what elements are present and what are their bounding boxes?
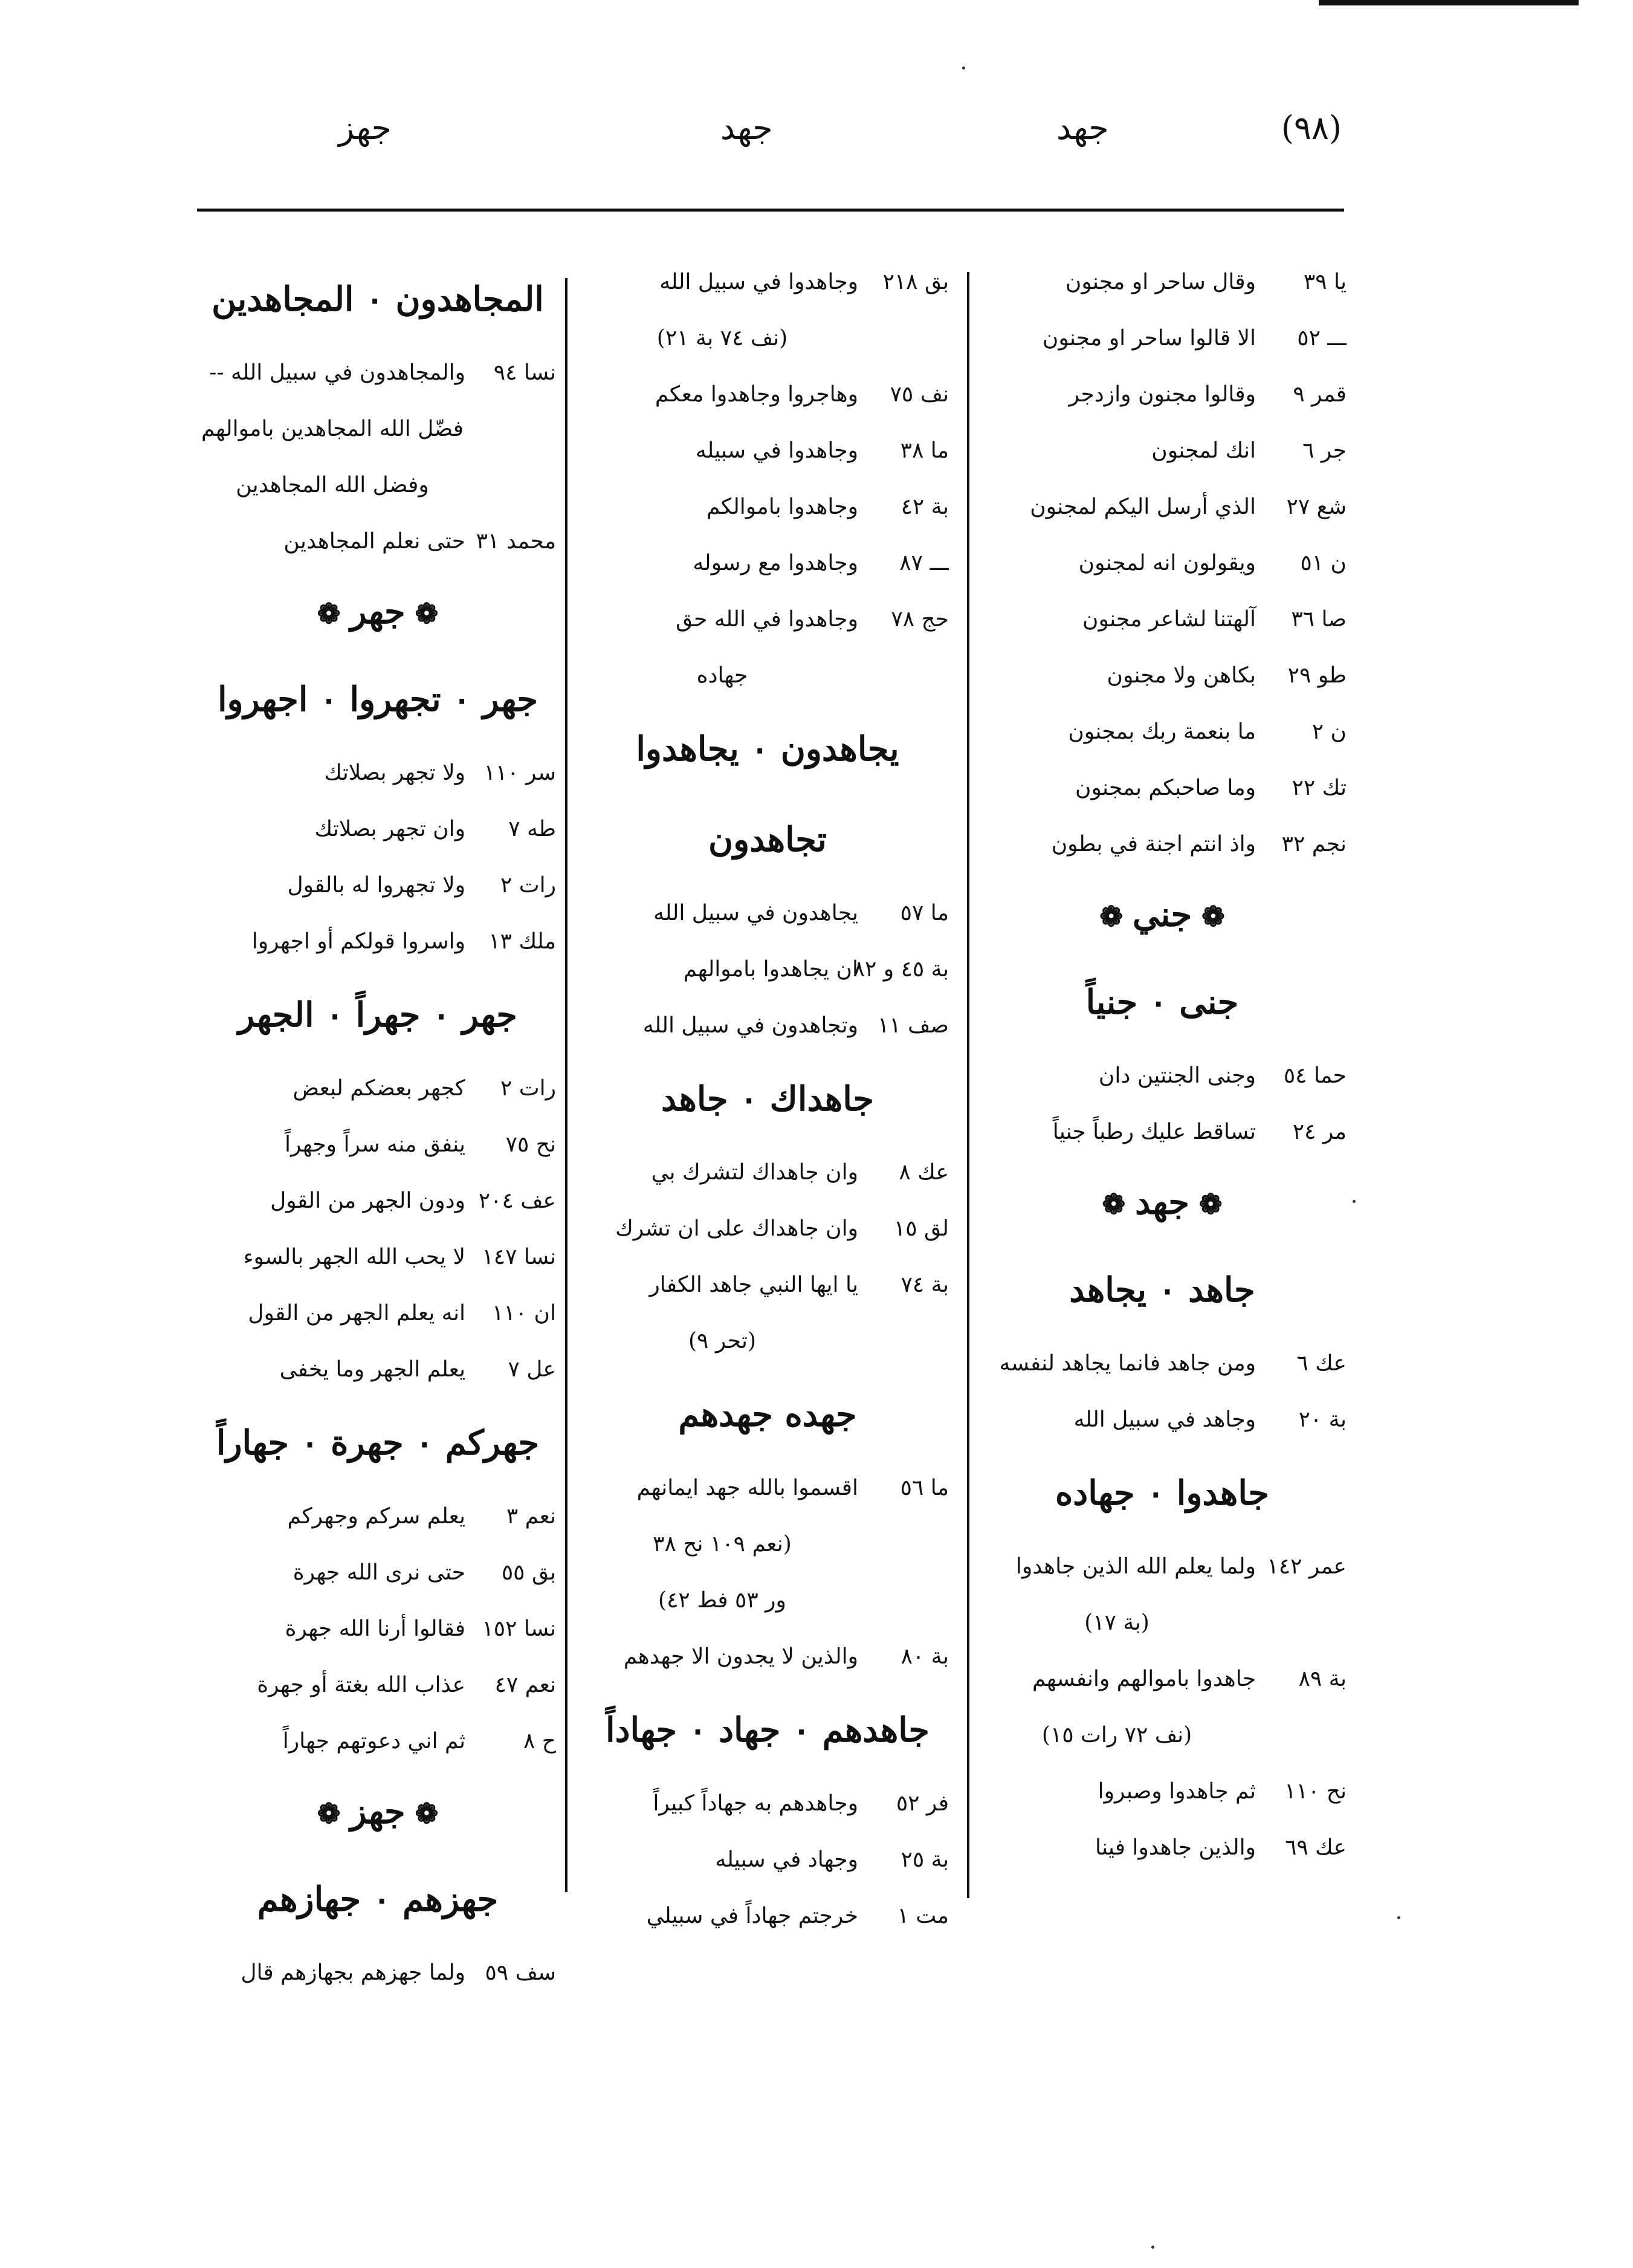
verse-text: اقسموا بالله جهد ايمانهم xyxy=(636,1476,858,1500)
verse-entry xyxy=(199,1713,556,1769)
verse-text: ور ٥٣ فط ٤٢) xyxy=(658,1588,786,1613)
verse-entry xyxy=(586,479,949,535)
verse-text: وقال ساحر او مجنون xyxy=(1065,270,1256,294)
verse-entry xyxy=(586,1144,949,1200)
verse-reference: ما ٣٨ xyxy=(900,438,949,463)
verse-continuation xyxy=(586,310,949,366)
verse-entry xyxy=(586,1775,949,1832)
verse-text: وجاهدوا مع رسوله xyxy=(693,551,858,575)
verse-reference: صف ١١ xyxy=(878,1013,949,1038)
column-middle xyxy=(586,254,949,1929)
verse-entry xyxy=(978,423,1347,479)
speck xyxy=(962,66,965,70)
verse-text: وجاهدوا في الله حق xyxy=(676,607,858,632)
verse-entry xyxy=(978,310,1347,366)
verse-text: وتجاهدون في سبيل الله xyxy=(642,1013,858,1038)
verse-text: آلهتنا لشاعر مجنون xyxy=(1082,607,1256,632)
verse-entry xyxy=(199,857,556,913)
column-right xyxy=(978,254,1347,1929)
entry-heading: المجاهدون ٠ المجاهدين xyxy=(212,279,544,319)
verse-reference: بة ٤٢ xyxy=(901,494,949,519)
verse-text: ومن جاهد فانما يجاهد لنفسه xyxy=(999,1351,1256,1376)
verse-reference: ملك ١٣ xyxy=(488,929,556,954)
verse-entry xyxy=(199,745,556,801)
verse-text: والمجاهدون في سبيل الله -- xyxy=(209,360,465,385)
verse-entry xyxy=(586,941,949,997)
verse-entry xyxy=(199,1341,556,1398)
entry-heading: جاهداك ٠ جاهد xyxy=(661,1079,874,1119)
verse-reference: عل ٧ xyxy=(508,1357,556,1382)
verse-entry xyxy=(978,479,1347,535)
verse-text: وهاجروا وجاهدوا معكم xyxy=(655,382,858,407)
verse-text: لا يحب الله الجهر بالسوء xyxy=(243,1245,465,1269)
verse-text: يا ايها النبي جاهد الكفار xyxy=(649,1272,858,1297)
root-word: جهر xyxy=(350,592,406,632)
verse-reference: نسا ١٥٢ xyxy=(482,1616,556,1641)
verse-text: فقالوا أرنا الله جهرة xyxy=(285,1616,465,1641)
verse-reference: جر ٦ xyxy=(1302,438,1347,463)
verse-reference: عك ٦ xyxy=(1296,1351,1347,1376)
verse-entry xyxy=(586,423,949,479)
entry-heading: جاهدوا ٠ جهاده xyxy=(1055,1473,1270,1513)
verse-text: ولما جهزهم بجهازهم قال xyxy=(241,1960,465,1985)
verse-entry xyxy=(586,1200,949,1257)
verse-entry xyxy=(199,1060,556,1116)
verse-entry xyxy=(586,1257,949,1313)
verse-continuation xyxy=(978,1707,1347,1763)
verse-entry xyxy=(978,1651,1347,1707)
verse-reference: عمر ١٤٢ xyxy=(1267,1554,1347,1579)
verse-continuation xyxy=(199,401,556,457)
ornament-icon: ❁ xyxy=(1198,1188,1223,1220)
verse-entry xyxy=(586,997,949,1054)
verse-text: واذ انتم اجنة في بطون xyxy=(1051,832,1256,857)
ornament-icon: ❁ xyxy=(1099,900,1123,933)
verse-reference: رات ٢ xyxy=(500,1076,556,1101)
verse-entry xyxy=(199,1229,556,1285)
verse-reference: بة ٧٤ xyxy=(901,1272,949,1297)
verse-text: عذاب الله بغتة أو جهرة xyxy=(257,1673,465,1697)
verse-text: وجاهد في سبيل الله xyxy=(1073,1407,1256,1432)
verse-reference: مر ٢٤ xyxy=(1292,1119,1347,1144)
verse-entry xyxy=(586,1628,949,1685)
verse-entry xyxy=(978,1335,1347,1392)
verse-text: ان يجاهدوا باموالهم xyxy=(683,957,858,982)
speck xyxy=(1151,2246,1154,2249)
ornament-icon: ❁ xyxy=(415,1797,439,1830)
verse-text: يعلم الجهر وما يخفى xyxy=(279,1357,465,1382)
verse-text: والذين لا يجدون الا جهدهم xyxy=(623,1644,858,1669)
entry-heading: جهركم ٠ جهرة ٠ جهاراً xyxy=(216,1423,540,1463)
verse-reference: نسا ٩٤ xyxy=(493,360,556,385)
top-edge-mark xyxy=(1319,0,1579,5)
root-heading xyxy=(199,569,556,654)
verse-entry xyxy=(978,704,1347,760)
entry-heading: تجاهدون xyxy=(708,820,827,860)
verse-reference: نح ١١٠ xyxy=(1284,1779,1347,1804)
verse-text: (نعم ١٠٩ نح ٣٨ xyxy=(653,1532,792,1557)
verse-reference: بة ٢٥ xyxy=(901,1847,949,1872)
verse-continuation xyxy=(586,1313,949,1369)
verse-text: وقالوا مجنون وازدجر xyxy=(1069,382,1256,407)
verse-text: الذي أرسل اليكم لمجنون xyxy=(1030,494,1256,519)
entry-heading: جهر ٠ جهراً ٠ الجهر xyxy=(238,995,517,1035)
verse-text: ولا تجهر بصلاتك xyxy=(324,760,465,785)
verse-text: ولما يعلم الله الذين جاهدوا xyxy=(1015,1554,1256,1579)
verse-text: حتى نعلم المجاهدين xyxy=(283,529,465,554)
verse-text: ولا تجهروا له بالقول xyxy=(287,873,465,898)
verse-reference: حما ٥٤ xyxy=(1283,1063,1347,1088)
verse-continuation xyxy=(586,647,949,704)
verse-text: (تحر ٩) xyxy=(688,1329,756,1353)
verse-reference: بة ٨٩ xyxy=(1298,1667,1347,1691)
verse-text: وفضل الله المجاهدين xyxy=(236,473,429,497)
verse-continuation xyxy=(199,457,556,513)
verse-text: (بة ١٧) xyxy=(1084,1610,1150,1635)
entry-heading: جنى ٠ جنياً xyxy=(1085,982,1239,1022)
verse-reference: ح ٨ xyxy=(523,1729,556,1754)
verse-reference: طو ٢٩ xyxy=(1287,663,1347,688)
ornament-icon: ❁ xyxy=(317,597,341,630)
verse-reference: قمر ٩ xyxy=(1293,382,1347,407)
verse-entry xyxy=(586,1832,949,1888)
entry-heading: جهده جهدهم xyxy=(678,1395,857,1434)
verse-continuation xyxy=(586,1572,949,1628)
verse-entry xyxy=(978,1048,1347,1104)
verse-entry xyxy=(978,816,1347,872)
verse-text: وجاهدهم به جهاداً كبيراً xyxy=(653,1791,858,1816)
verse-entry xyxy=(199,513,556,569)
entry-heading: جاهدهم ٠ جهاد ٠ جهاداً xyxy=(606,1710,930,1750)
verse-entry xyxy=(978,1104,1347,1160)
verse-entry xyxy=(199,1488,556,1544)
verse-continuation xyxy=(978,1595,1347,1651)
verse-continuation xyxy=(586,1516,949,1572)
verse-reference: نح ٧٥ xyxy=(505,1132,556,1157)
verse-text: ثم جاهدوا وصبروا xyxy=(1098,1779,1256,1804)
verse-text: (نف ٧٤ بة ٢١) xyxy=(656,326,788,351)
entry-heading: جهر ٠ تجهروا ٠ اجهروا xyxy=(217,679,538,719)
verse-text: بكاهن ولا مجنون xyxy=(1107,663,1256,688)
verse-text: تساقط عليك رطباً جنياً xyxy=(1052,1119,1256,1144)
verse-text: كجهر بعضكم لبعض xyxy=(293,1076,465,1101)
verse-reference: نعم ٤٧ xyxy=(494,1673,556,1697)
verse-entry xyxy=(586,1460,949,1516)
verse-entry xyxy=(978,760,1347,816)
header-word-center: جهد xyxy=(720,109,773,147)
entry-heading: جهزهم ٠ جهازهم xyxy=(257,1879,499,1919)
verse-text: الا قالوا ساحر او مجنون xyxy=(1042,326,1256,351)
verse-text: وما صاحبكم بمجنون xyxy=(1075,776,1256,800)
verse-reference: سر ١١٠ xyxy=(483,760,556,785)
verse-reference: طه ٧ xyxy=(508,817,556,841)
verse-reference: عك ٨ xyxy=(899,1160,949,1185)
verse-entry xyxy=(978,366,1347,423)
root-word: جهز xyxy=(350,1792,406,1832)
root-heading xyxy=(978,1160,1347,1245)
verse-text: يعلم سركم وجهركم xyxy=(287,1504,465,1529)
verse-reference: ـــ ٨٧ xyxy=(899,551,949,575)
verse-reference: صا ٣٦ xyxy=(1291,607,1347,632)
verse-text: ثم اني دعوتهم جهاراً xyxy=(282,1729,465,1754)
verse-entry xyxy=(199,1116,556,1173)
header-rule xyxy=(197,209,1344,212)
verse-text: انه يعلم الجهر من القول xyxy=(248,1301,465,1326)
verse-text: والذين جاهدوا فينا xyxy=(1095,1835,1256,1860)
verse-entry xyxy=(978,254,1347,310)
verse-entry xyxy=(586,535,949,591)
ornament-icon: ❁ xyxy=(317,1797,341,1830)
verse-reference: رات ٢ xyxy=(500,873,556,898)
verse-entry xyxy=(586,366,949,423)
verse-text: خرجتم جهاداً في سبيلي xyxy=(646,1904,858,1928)
root-heading xyxy=(199,1769,556,1854)
verse-entry xyxy=(199,1601,556,1657)
verse-entry xyxy=(199,801,556,857)
verse-entry xyxy=(978,1538,1347,1595)
verse-entry xyxy=(978,591,1347,647)
verse-reference: ـــ ٥٢ xyxy=(1297,326,1347,351)
verse-reference: نعم ٣ xyxy=(506,1504,556,1529)
verse-text: ودون الجهر من القول xyxy=(270,1188,465,1213)
verse-text: ويقولون انه لمجنون xyxy=(1078,551,1256,575)
entry-heading: يجاهدون ٠ يجاهدوا xyxy=(636,729,899,769)
verse-text: حتى نرى الله جهرة xyxy=(293,1560,465,1585)
column-divider xyxy=(967,272,969,1898)
ornament-icon: ❁ xyxy=(1102,1188,1126,1220)
verse-text: وان جاهداك على ان تشرك xyxy=(615,1216,858,1241)
verse-text: ما بنعمة ربك بمجنون xyxy=(1068,719,1256,744)
verse-entry xyxy=(199,1544,556,1601)
verse-reference: يا ٣٩ xyxy=(1303,270,1347,294)
verse-text: واسروا قولكم أو اجهروا xyxy=(251,929,465,954)
verse-entry xyxy=(978,647,1347,704)
header-word-left: جهز xyxy=(338,109,392,147)
verse-text: فضّل الله المجاهدين باموالهم xyxy=(201,416,464,441)
verse-reference: شع ٢٧ xyxy=(1286,494,1347,519)
verse-text: وجهاد في سبيله xyxy=(715,1847,858,1872)
verse-reference: سف ٥٩ xyxy=(485,1960,556,1985)
root-word: جهد xyxy=(1135,1182,1189,1222)
verse-text: وجاهدوا في سبيل الله xyxy=(659,270,858,294)
verse-entry xyxy=(199,1285,556,1341)
verse-text: وان جاهداك لتشرك بي xyxy=(651,1160,858,1185)
verse-entry xyxy=(199,1945,556,2001)
verse-text: جاهدوا باموالهم وانفسهم xyxy=(1032,1667,1256,1691)
verse-text: جهاده xyxy=(696,663,748,688)
verse-entry xyxy=(586,254,949,310)
speck xyxy=(1397,1916,1400,1919)
verse-reference: نف ٧٥ xyxy=(890,382,949,407)
verse-text: وجاهدوا في سبيله xyxy=(695,438,858,463)
verse-entry xyxy=(978,535,1347,591)
verse-entry xyxy=(199,1173,556,1229)
verse-entry xyxy=(586,885,949,941)
verse-reference: تك ٢٢ xyxy=(1292,776,1347,800)
root-word: جني xyxy=(1132,895,1192,935)
header-word-right: جهد xyxy=(1056,109,1109,147)
verse-entry xyxy=(586,591,949,647)
verse-text: وان تجهر بصلاتك xyxy=(314,817,465,841)
entry-heading: جاهد ٠ يجاهد xyxy=(1069,1270,1255,1310)
verse-entry xyxy=(978,1819,1347,1876)
verse-entry xyxy=(586,1888,949,1944)
verse-reference: محمد ٣١ xyxy=(476,529,556,554)
root-heading xyxy=(978,872,1347,957)
verse-text: ينفق منه سراً وجهراً xyxy=(284,1132,465,1157)
ornament-icon: ❁ xyxy=(1201,900,1225,933)
verse-reference: ما ٥٦ xyxy=(900,1476,949,1500)
verse-reference: بق ٢١٨ xyxy=(882,270,949,294)
verse-text: (نف ٧٢ رات ١٥) xyxy=(1041,1723,1192,1748)
verse-text: وجاهدوا باموالكم xyxy=(707,494,858,519)
verse-reference: عف ٢٠٤ xyxy=(478,1188,556,1213)
verse-reference: فر ٥٢ xyxy=(896,1791,949,1816)
verse-reference: ن ٢ xyxy=(1311,719,1347,744)
verse-reference: نسا ١٤٧ xyxy=(482,1245,556,1269)
column-divider xyxy=(565,278,568,1892)
verse-reference: ن ٥١ xyxy=(1300,551,1347,575)
verse-reference: بة ٤٥ و ٨٢ xyxy=(853,957,949,982)
verse-text: انك لمجنون xyxy=(1151,438,1256,463)
verse-entry xyxy=(199,345,556,401)
column-left xyxy=(199,254,556,1985)
speck xyxy=(1353,1200,1356,1203)
verse-reference: عك ٦٩ xyxy=(1285,1835,1347,1860)
verse-reference: ان ١١٠ xyxy=(492,1301,556,1326)
verse-entry xyxy=(978,1392,1347,1448)
verse-text: وجنى الجنتين دان xyxy=(1098,1063,1256,1088)
verse-text: يجاهدون في سبيل الله xyxy=(653,901,858,925)
page-header xyxy=(199,109,1342,184)
verse-reference: بق ٥٥ xyxy=(501,1560,556,1585)
verse-reference: بة ٢٠ xyxy=(1298,1407,1347,1432)
verse-reference: مت ١ xyxy=(897,1904,949,1928)
verse-entry xyxy=(199,1657,556,1713)
verse-entry xyxy=(978,1763,1347,1819)
verse-reference: بة ٨٠ xyxy=(901,1644,949,1669)
page-number: (٩٨) xyxy=(1281,109,1342,147)
verse-reference: لق ١٥ xyxy=(893,1216,949,1241)
verse-reference: نجم ٣٢ xyxy=(1281,832,1347,857)
verse-reference: ما ٥٧ xyxy=(900,901,949,925)
ornament-icon: ❁ xyxy=(415,597,439,630)
verse-reference: حج ٧٨ xyxy=(891,607,949,632)
verse-entry xyxy=(199,913,556,970)
